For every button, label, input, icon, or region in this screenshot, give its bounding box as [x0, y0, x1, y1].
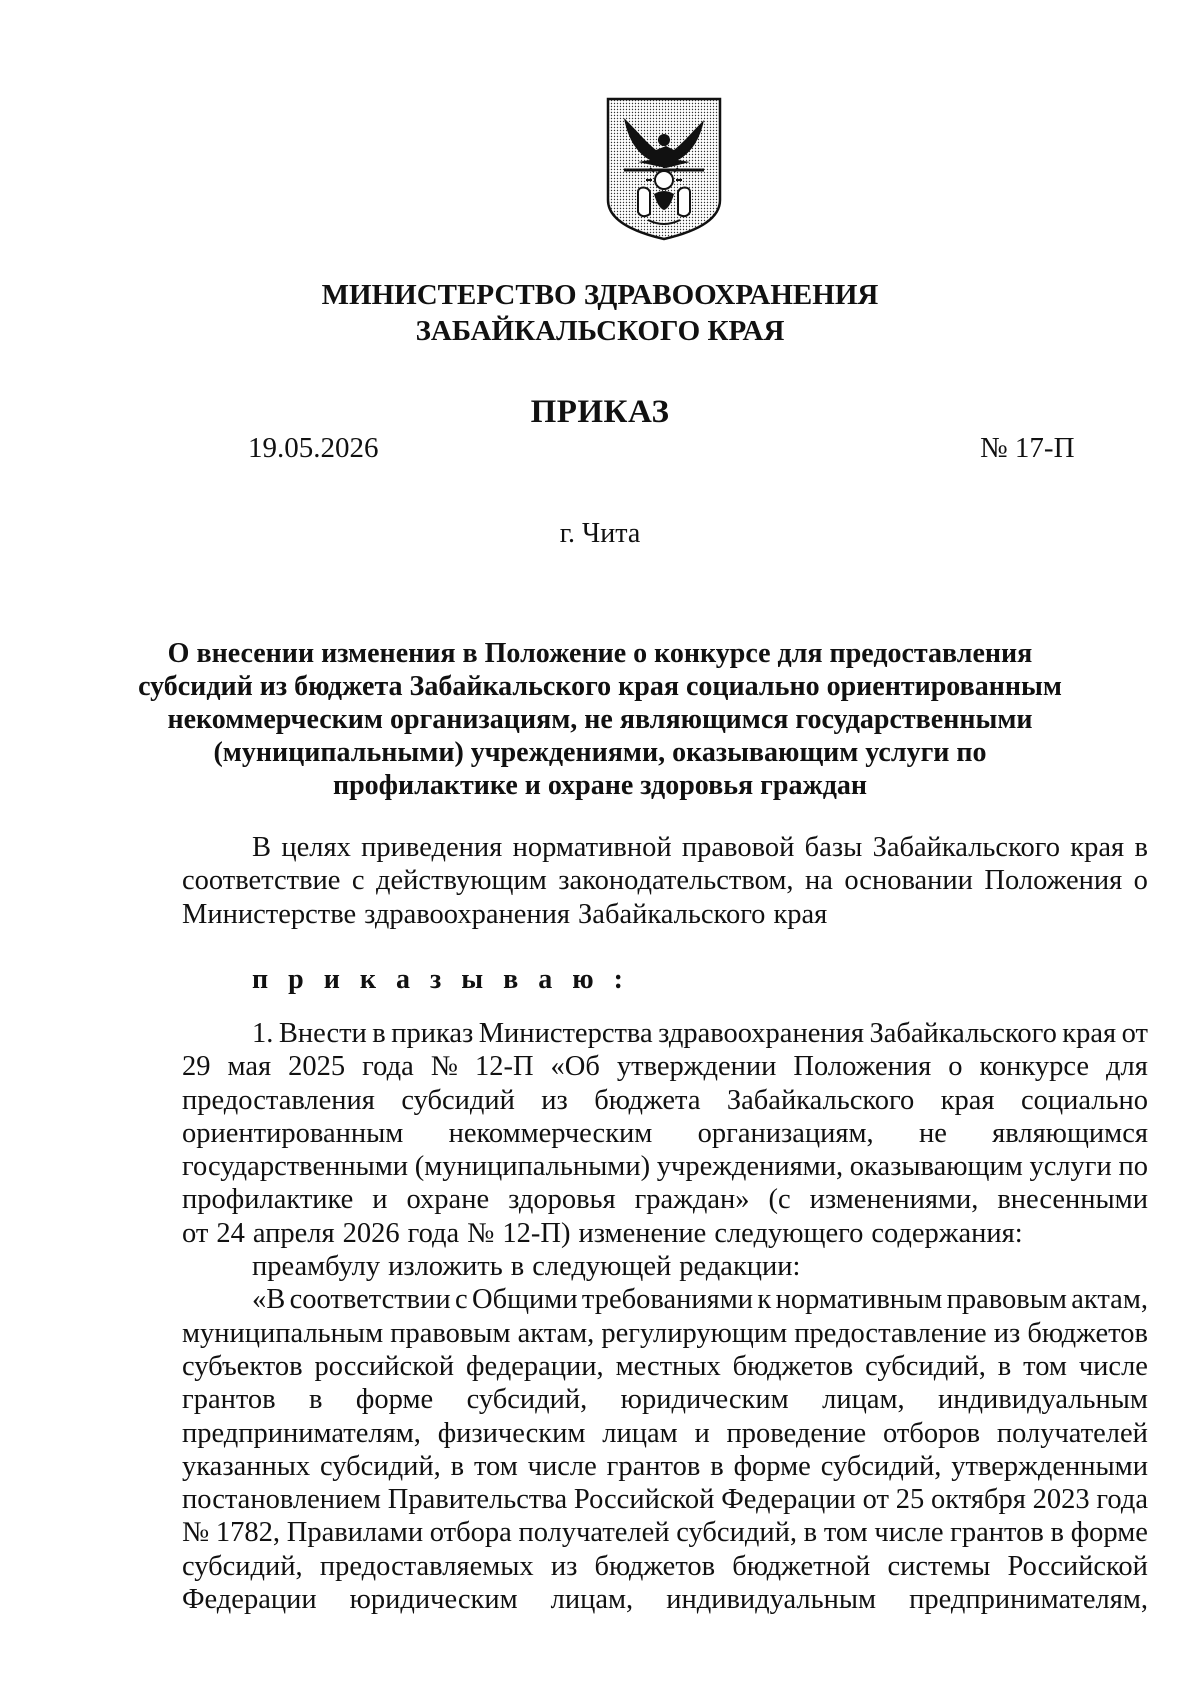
word: Правилами: [286, 1517, 424, 1549]
word: бюджета: [594, 1084, 701, 1116]
word: юридическим: [620, 1384, 789, 1416]
word: из: [541, 1084, 568, 1116]
word: учреждениями,: [656, 1151, 844, 1183]
text-line: [182, 1450, 1148, 1483]
word: 12-П: [474, 1051, 534, 1083]
order-word: п р и к а з ы в а ю :: [252, 964, 630, 995]
word: бюджетной: [732, 1550, 871, 1582]
word: здравоохранения: [658, 1018, 864, 1049]
text-line: [182, 1217, 1148, 1250]
word: проведение: [726, 1417, 867, 1449]
text-line: [182, 1150, 1148, 1183]
text-line: [182, 1317, 1148, 1350]
order-body: [182, 1017, 1148, 1616]
word: постановлением: [182, 1484, 381, 1516]
ministry-line-1: МИНИСТЕРСТВО ЗДРАВООХРАНЕНИЯ: [321, 279, 879, 311]
word: физическим: [437, 1417, 586, 1449]
word: муниципальным: [182, 1317, 384, 1349]
word: отбора: [429, 1517, 512, 1549]
word: Правительства: [387, 1484, 568, 1516]
word: на: [804, 865, 833, 897]
word: являющимся: [992, 1117, 1148, 1149]
word: из: [993, 1317, 1021, 1349]
word: российской: [314, 1350, 455, 1382]
word: местных: [615, 1350, 721, 1382]
word: профилактике: [182, 1184, 354, 1216]
word: Министерстве: [182, 898, 357, 930]
word: края: [773, 898, 828, 930]
document-title: [0, 637, 1200, 802]
word: Внести: [278, 1018, 367, 1049]
word: получателей: [518, 1517, 670, 1549]
text-line: [182, 1550, 1148, 1583]
word: отборов: [882, 1417, 981, 1449]
word: 24: [216, 1217, 245, 1249]
word: индивидуальным: [666, 1584, 877, 1616]
word: края: [940, 1084, 995, 1116]
word: предоставления: [182, 1084, 375, 1116]
word: 1.: [252, 1018, 274, 1049]
word: №: [467, 1217, 495, 1249]
word: нормативным: [775, 1284, 943, 1316]
ministry-name: [0, 277, 1200, 349]
word: мая: [227, 1051, 272, 1083]
word: социально: [1020, 1084, 1148, 1116]
word: актам,: [517, 1317, 595, 1349]
text-line: [182, 1084, 1148, 1117]
word: индивидуальным: [938, 1384, 1148, 1416]
word: в: [1134, 832, 1148, 863]
word: лицам: [602, 1417, 678, 1449]
title-line: некоммерческим организациям, не являющимся государственными: [167, 704, 1033, 735]
word: в: [710, 1450, 724, 1482]
word: числе: [1078, 1350, 1148, 1382]
text-line: [182, 1250, 1148, 1283]
word: грантов: [182, 1384, 276, 1416]
word: организациям,: [697, 1117, 874, 1149]
word: том: [1023, 1350, 1067, 1382]
word: в: [510, 1251, 525, 1283]
word: 25: [895, 1484, 925, 1516]
word: В: [252, 832, 272, 863]
word: форме: [355, 1384, 434, 1416]
word: внесенными: [997, 1184, 1148, 1216]
word: по: [1118, 1151, 1148, 1183]
word: года: [1096, 1484, 1148, 1516]
word: Федерации: [182, 1584, 317, 1616]
word: регулирующим: [601, 1317, 788, 1349]
word: нормативной: [512, 832, 672, 863]
word: системы: [887, 1550, 991, 1582]
word: получателей: [996, 1417, 1148, 1449]
word: ориентированным: [182, 1117, 404, 1149]
word: субъектов: [182, 1350, 303, 1382]
word: от: [862, 1484, 889, 1516]
word: указанных: [182, 1450, 311, 1482]
preamble-paragraph: [182, 831, 1148, 931]
word: правовым: [390, 1317, 511, 1349]
word: лицам,: [822, 1384, 905, 1416]
document-city: г. Чита: [559, 518, 641, 549]
text-line: [182, 1283, 1148, 1316]
word: края: [1062, 1018, 1117, 1049]
word: с: [351, 865, 365, 897]
document-date: 19.05.2026: [248, 432, 379, 464]
word: предоставление: [794, 1317, 987, 1349]
text-line: [182, 1583, 1148, 1616]
word: здоровья: [508, 1184, 616, 1216]
word: в: [372, 1018, 386, 1049]
text-line: [182, 1017, 1148, 1050]
word: 29: [182, 1051, 211, 1083]
word: в: [450, 1450, 465, 1482]
word: года: [407, 1217, 460, 1249]
word: здравоохранения: [364, 898, 571, 930]
word: форме: [1070, 1517, 1148, 1549]
title-line: (муниципальными) учреждениями, оказывающим услуги по: [213, 737, 987, 768]
word: правовой: [681, 832, 795, 863]
word: субсидий,: [182, 1550, 303, 1582]
word: бюджетов: [1027, 1317, 1148, 1349]
word: 2026: [342, 1217, 400, 1249]
text-line: [182, 1483, 1148, 1516]
word: из: [550, 1550, 578, 1582]
word: апреля: [252, 1217, 335, 1249]
word: субсидий,: [820, 1450, 942, 1482]
word: (муниципальными): [414, 1151, 651, 1183]
word: требованиями: [581, 1284, 754, 1316]
ministry-line-2: ЗАБАЙКАЛЬСКОГО КРАЯ: [415, 315, 785, 347]
word: 2025: [288, 1051, 346, 1083]
word: с: [455, 1284, 468, 1316]
word: от: [182, 1217, 209, 1249]
word: Федерации: [721, 1484, 856, 1516]
word: числе: [527, 1450, 597, 1482]
word: для: [1106, 1051, 1148, 1083]
word: охране: [406, 1184, 490, 1216]
word: основании: [844, 865, 973, 897]
word: Забайкальского: [869, 1018, 1057, 1049]
word: субсидий,: [320, 1450, 441, 1482]
word: предоставляемых: [319, 1550, 534, 1582]
word: Общими: [472, 1284, 578, 1316]
word: №: [182, 1517, 210, 1549]
word: законодательством,: [558, 865, 794, 897]
text-line: [182, 1050, 1148, 1083]
word: и: [694, 1417, 710, 1449]
word: от: [1121, 1018, 1148, 1049]
word: субсидий,: [466, 1384, 588, 1416]
word: в: [309, 1384, 323, 1416]
text-line: [182, 1516, 1148, 1549]
text-line: [182, 1117, 1148, 1150]
word: том: [823, 1517, 868, 1549]
word: Положения: [984, 865, 1123, 897]
word: в: [997, 1350, 1012, 1382]
word: Забайкальского: [872, 832, 1060, 863]
word: субсидий,: [676, 1517, 797, 1549]
word: октября: [931, 1484, 1026, 1516]
word: действующим: [376, 865, 547, 897]
text-line: [182, 864, 1148, 897]
word: о: [1133, 865, 1148, 897]
word: утвержденными: [951, 1450, 1148, 1482]
word: базы: [804, 832, 863, 863]
word: государственными: [182, 1151, 409, 1183]
word: соответствии: [289, 1284, 451, 1316]
word: приведения: [361, 832, 503, 863]
word: актам,: [1071, 1284, 1148, 1316]
word: (с: [768, 1184, 791, 1216]
word: 2023: [1032, 1484, 1090, 1516]
word: Министерства: [478, 1018, 653, 1049]
word: Российской: [1007, 1550, 1148, 1582]
word: конкурсе: [979, 1051, 1089, 1083]
word: оказывающим: [849, 1151, 1023, 1183]
text-line: [182, 1183, 1148, 1216]
word: изложить: [388, 1251, 503, 1283]
word: правовым: [946, 1284, 1067, 1316]
text-line: [182, 831, 1148, 864]
text-line: [182, 1417, 1148, 1450]
word: изменение: [578, 1217, 707, 1249]
word: грантов: [950, 1517, 1044, 1549]
title-line: О внесении изменения в Положение о конкурсе для предоставления: [167, 638, 1033, 669]
word: том: [473, 1450, 518, 1482]
word: в: [1050, 1517, 1064, 1549]
word: федерации,: [465, 1350, 604, 1382]
word: соответствие: [182, 865, 341, 897]
word: субсидий,: [865, 1350, 986, 1382]
word: граждан»: [634, 1184, 750, 1216]
word: Положения: [793, 1051, 932, 1083]
word: следующего: [714, 1217, 864, 1249]
word: некоммерческим: [448, 1117, 653, 1149]
text-line: [182, 1350, 1148, 1383]
word: целях: [281, 832, 351, 863]
word: следующей: [532, 1251, 672, 1283]
document-type: ПРИКАЗ: [530, 394, 670, 430]
word: субсидий: [401, 1084, 515, 1116]
word: преамбулу: [252, 1251, 381, 1283]
word: края: [1070, 832, 1125, 863]
word: бюджетов: [594, 1550, 716, 1582]
word: форме: [733, 1450, 811, 1482]
word: Забайкальского: [726, 1084, 915, 1116]
word: изменениями,: [809, 1184, 979, 1216]
word: числе: [874, 1517, 944, 1549]
word: №: [430, 1051, 458, 1083]
word: предпринимателям,: [182, 1417, 421, 1449]
word: Забайкальского: [578, 898, 766, 930]
word: Российской: [573, 1484, 715, 1516]
title-line: профилактике и охране здоровья граждан: [332, 770, 868, 801]
coat-of-arms-icon: [603, 96, 725, 242]
word: к: [757, 1284, 772, 1316]
text-line: [182, 898, 1148, 931]
word: содержания:: [871, 1217, 1023, 1249]
word: не: [918, 1117, 947, 1149]
word: и: [372, 1184, 388, 1216]
word: редакции:: [679, 1251, 801, 1283]
word: предпринимателям,: [909, 1584, 1148, 1616]
word: приказ: [391, 1018, 474, 1049]
word: года: [362, 1051, 414, 1083]
word: юридическим: [349, 1584, 518, 1616]
word: грантов: [606, 1450, 701, 1482]
word: «Об: [550, 1051, 600, 1083]
title-line: субсидий из бюджета Забайкальского края социально ориентированным: [138, 671, 1062, 702]
word: «В: [252, 1284, 286, 1316]
word: бюджетов: [732, 1350, 854, 1382]
word: 1782,: [215, 1517, 281, 1549]
word: услуги: [1029, 1151, 1112, 1183]
word: лицам,: [550, 1584, 634, 1616]
word: в: [803, 1517, 818, 1549]
text-line: [182, 1383, 1148, 1416]
document-number: № 17-П: [980, 432, 1075, 464]
word: о: [948, 1051, 963, 1083]
word: утверждении: [616, 1051, 777, 1083]
word: 12-П): [502, 1217, 571, 1249]
